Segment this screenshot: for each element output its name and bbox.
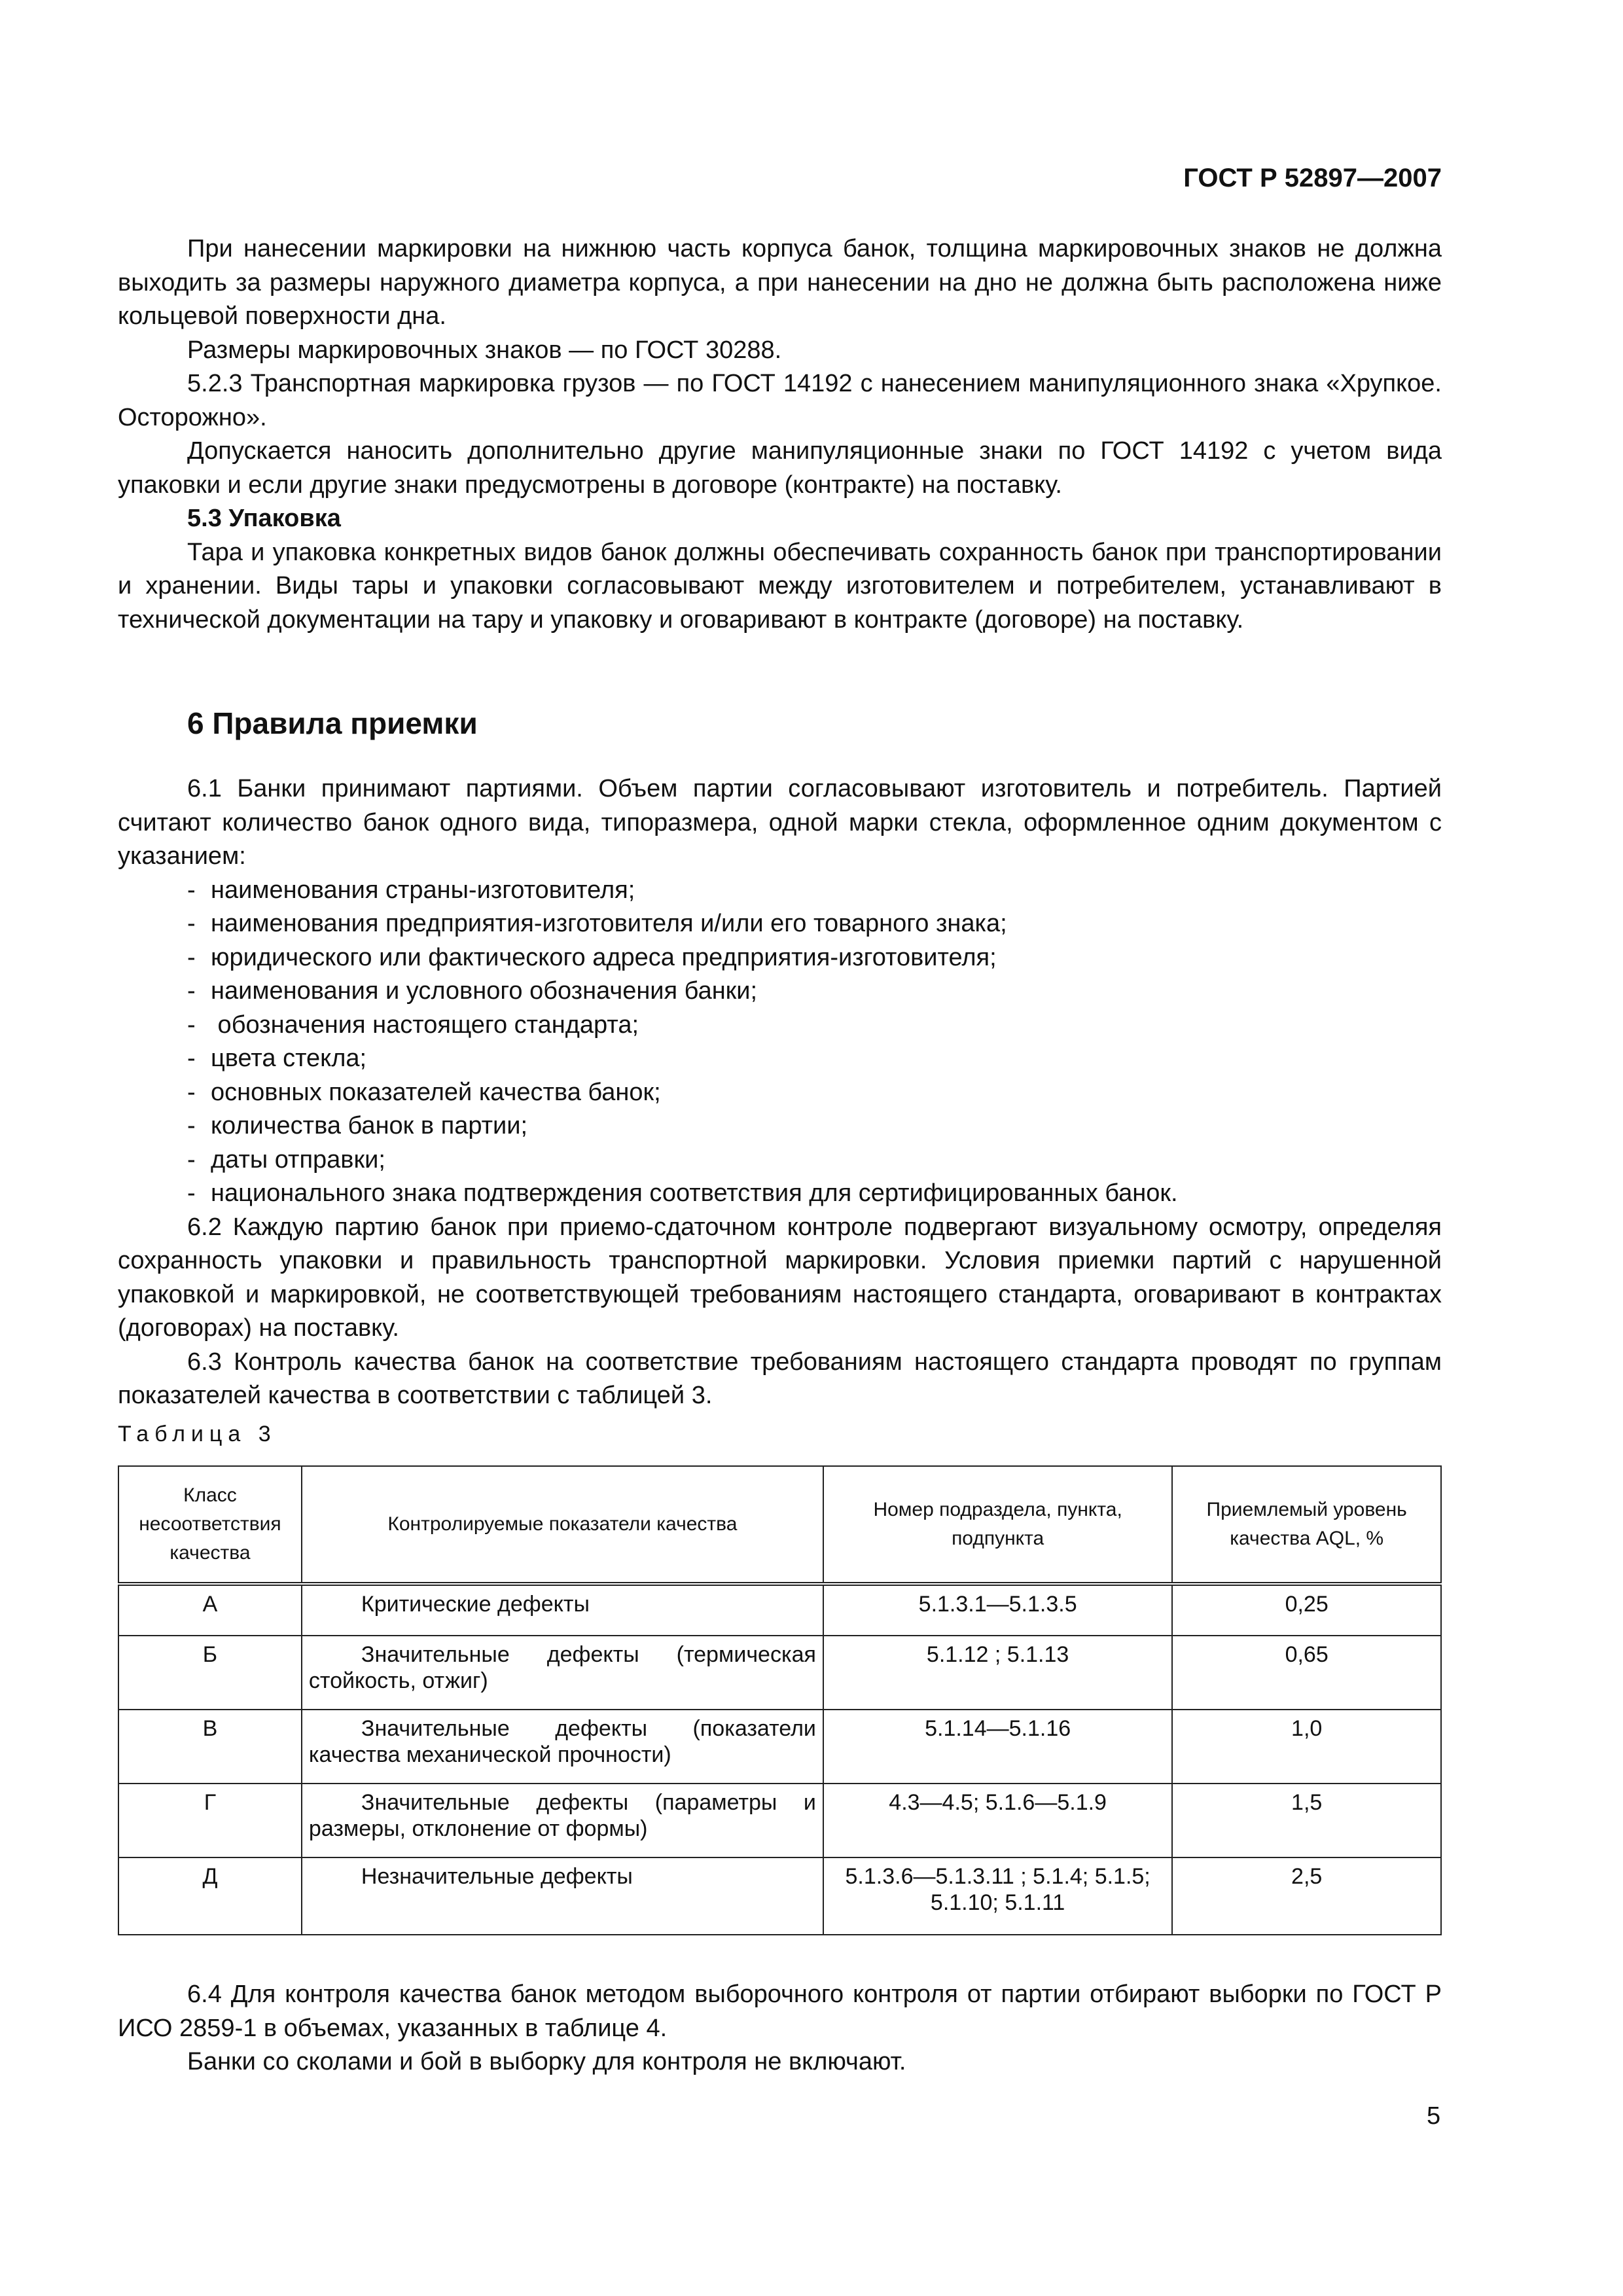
cell-desc: Значительные дефекты (параметры и размеры, отклонение от формы) bbox=[302, 1784, 823, 1857]
quality-table bbox=[118, 1465, 1442, 1935]
paragraph-6-2: 6.2 Каждую партию банок при приемо-сдаточном контроле подвергают визуальному осмотру, определяя сохранность упаковки и правильность транспортной маркировки. Условия приемки партий с нарушенной упаковкой и маркировкой, не соответствующей требованиям настоящего стандарта, оговаривают в контрактах (договорах) на поставку. bbox=[118, 1213, 1442, 1342]
list-item: - основных показателей качества банок; bbox=[187, 1078, 661, 1106]
list-item: - цвета стекла; bbox=[187, 1045, 367, 1072]
cell-class: А bbox=[118, 1584, 302, 1636]
cell-ref: 5.1.3.6—5.1.3.11 ; 5.1.4; 5.1.5; 5.1.10; 5.1.11 bbox=[823, 1857, 1172, 1935]
table-row bbox=[118, 1784, 1441, 1857]
marking-section bbox=[118, 232, 1442, 637]
paragraph: При нанесении маркировки на нижнюю часть корпуса банок, толщина маркировочных знаков не должна выходить за размеры наружного диаметра корпуса, а при нанесении на дно не должна быть расположена ниже кольцевой поверхности дна. bbox=[118, 235, 1442, 330]
list-item: - наименования страны-изготовителя; bbox=[187, 876, 635, 904]
list-item: - юридического или фактического адреса предприятия-изготовителя; bbox=[187, 943, 997, 971]
list-item: - обозначения настоящего стандарта; bbox=[187, 1011, 639, 1039]
list-item: - наименования и условного обозначения банки; bbox=[187, 977, 758, 1005]
paragraph-6-1: 6.1 Банки принимают партиями. Объем партии согласовывают изготовитель и потребитель. Партией считают количество банок одного вида, типоразмера, одной марки стекла, оформленное одним документом с указанием: bbox=[118, 775, 1442, 870]
acceptance-rules-section bbox=[118, 772, 1442, 1413]
table-row bbox=[118, 1857, 1441, 1935]
page-number: 5 bbox=[1427, 2102, 1441, 2130]
cell-class: Г bbox=[118, 1784, 302, 1857]
cell-class: Б bbox=[118, 1636, 302, 1710]
paragraph: Тара и упаковка конкретных видов банок должны обеспечивать сохранность банок при транспортировании и хранении. Виды тары и упаковки согласовывают между изготовителем и потребителем, устанавливают в технической документации на тару и упаковку и оговаривают в контракте (договоре) на поставку. bbox=[118, 538, 1442, 634]
list-item: - количества банок в партии; bbox=[187, 1112, 528, 1139]
list-item: - национального знака подтверждения соответствия для сертифицированных банок. bbox=[187, 1179, 1178, 1207]
table-header-row bbox=[118, 1466, 1441, 1584]
paragraph: Размеры маркировочных знаков — по ГОСТ 30288. bbox=[187, 336, 782, 364]
header-reference: Номер подраздела, пункта, подпункта bbox=[823, 1466, 1172, 1584]
header-class: Класс несоответствия качества bbox=[118, 1466, 302, 1584]
cell-class: В bbox=[118, 1710, 302, 1784]
cell-aql: 1,0 bbox=[1172, 1710, 1441, 1784]
paragraph: Банки со сколами и бой в выборку для контроля не включают. bbox=[187, 2048, 906, 2075]
cell-desc: Значительные дефекты (показатели качества механической прочности) bbox=[302, 1710, 823, 1784]
section-heading-6: 6 Правила приемки bbox=[187, 706, 478, 740]
list-item: - даты отправки; bbox=[187, 1145, 385, 1174]
sampling-section bbox=[118, 1978, 1442, 2079]
paragraph-6-3: 6.3 Контроль качества банок на соответствие требованиям настоящего стандарта проводят по группам показателей качества в соответствии с таблицей 3. bbox=[118, 1348, 1442, 1409]
table-row bbox=[118, 1584, 1441, 1636]
cell-class: Д bbox=[118, 1857, 302, 1935]
paragraph: Допускается наносить дополнительно другие манипуляционные знаки по ГОСТ 14192 с учетом вида упаковки и если другие знаки предусмотрены в договоре (контракте) на поставку. bbox=[118, 437, 1442, 499]
paragraph: 5.2.3 Транспортная маркировка грузов — по ГОСТ 14192 с нанесением манипуляционного знака «Хрупкое. Осторожно». bbox=[118, 370, 1442, 431]
paragraph-6-4: 6.4 Для контроля качества банок методом выборочного контроля от партии отбирают выборки по ГОСТ Р ИСО 2859-1 в объемах, указанных в таблице 4. bbox=[118, 1981, 1442, 2042]
cell-aql: 1,5 bbox=[1172, 1784, 1441, 1857]
table-row bbox=[118, 1636, 1441, 1710]
cell-desc: Незначительные дефекты bbox=[302, 1857, 823, 1935]
section-heading-5-3: 5.3 Упаковка bbox=[187, 505, 341, 532]
cell-desc: Значительные дефекты (термическая стойкость, отжиг) bbox=[302, 1636, 823, 1710]
cell-ref: 5.1.3.1—5.1.3.5 bbox=[823, 1584, 1172, 1636]
cell-aql: 2,5 bbox=[1172, 1857, 1441, 1935]
cell-aql: 0,25 bbox=[1172, 1584, 1441, 1636]
header-aql: Приемлемый уровень качества AQL, % bbox=[1172, 1466, 1441, 1584]
requirements-list bbox=[118, 874, 1442, 1211]
cell-ref: 4.3—4.5; 5.1.6—5.1.9 bbox=[823, 1784, 1172, 1857]
table-row bbox=[118, 1710, 1441, 1784]
header-indicators: Контролируемые показатели качества bbox=[302, 1466, 823, 1584]
cell-ref: 5.1.14—5.1.16 bbox=[823, 1710, 1172, 1784]
cell-ref: 5.1.12 ; 5.1.13 bbox=[823, 1636, 1172, 1710]
list-item: - наименования предприятия-изготовителя и/или его товарного знака; bbox=[187, 910, 1007, 937]
document-number-header: ГОСТ Р 52897—2007 bbox=[1183, 164, 1442, 192]
table-caption: Таблица 3 bbox=[118, 1422, 277, 1446]
cell-aql: 0,65 bbox=[1172, 1636, 1441, 1710]
cell-desc: Критические дефекты bbox=[302, 1584, 823, 1636]
